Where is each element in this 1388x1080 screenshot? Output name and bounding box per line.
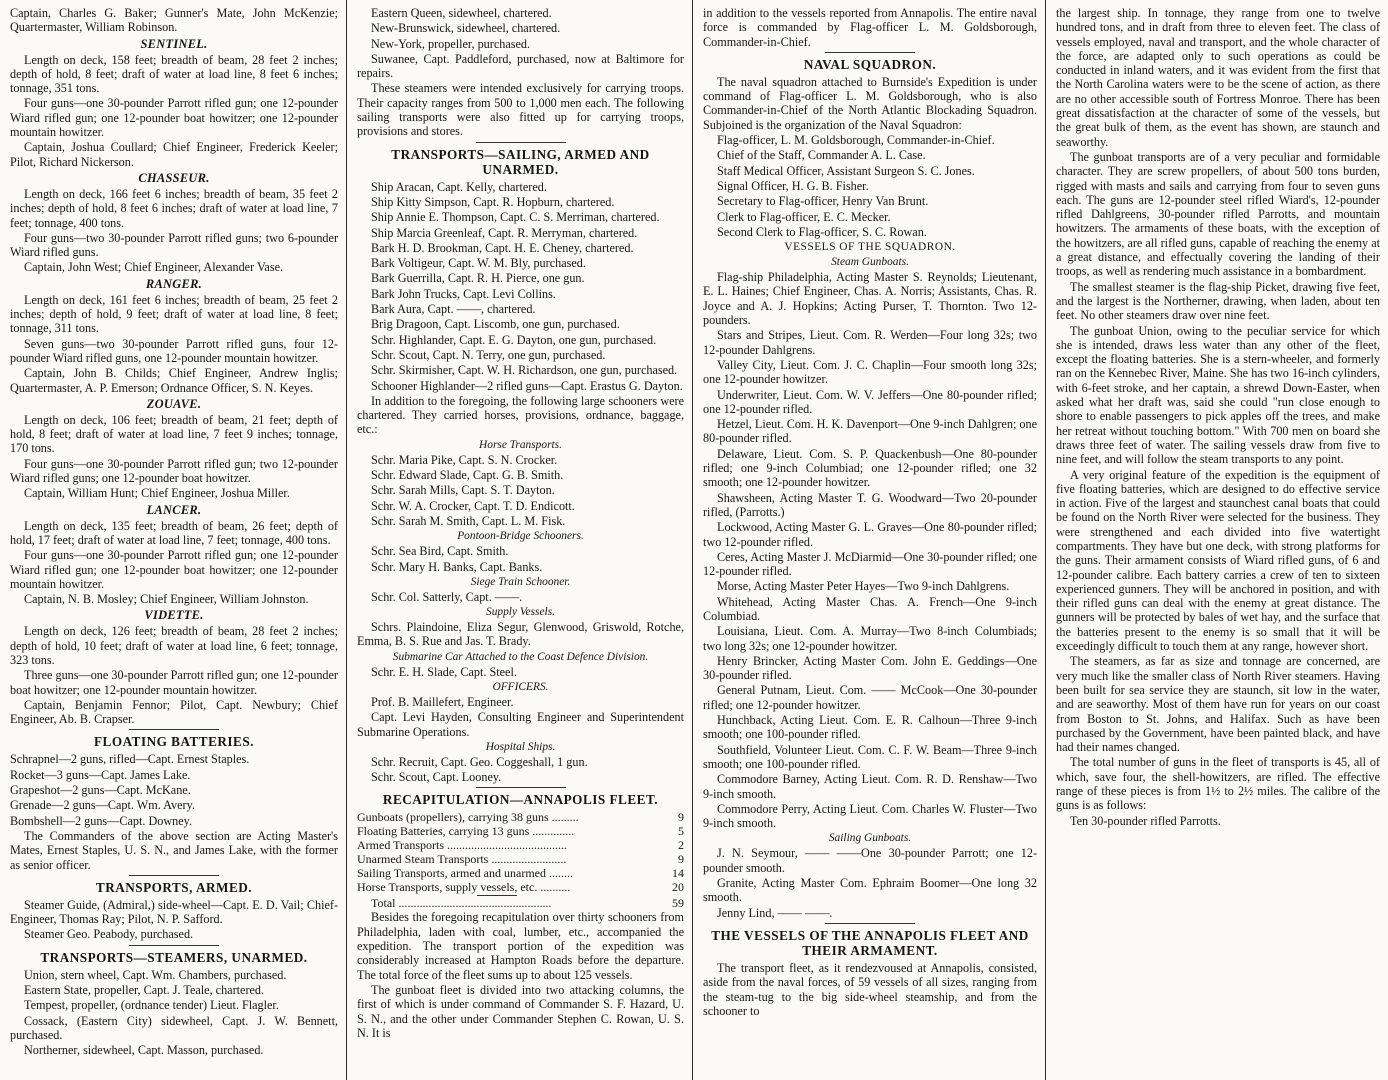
siege-list <box>357 590 684 604</box>
recap-value: 5 <box>678 824 684 839</box>
steamer-new-york: New-York, propeller, purchased. <box>371 36 531 51</box>
staff-list <box>703 133 1037 239</box>
sailing-transport-item: Schr. Highlander, Capt. E. G. Dayton, one gun, purchased. <box>371 332 657 347</box>
horse-transports-heading: Horse Transports. <box>479 438 562 451</box>
sailing-transport-item: Schr. Skirmisher, Capt. W. H. Richardson, one gun, purchased. <box>371 363 678 378</box>
staff-item: Clerk to Flag-officer, E. C. Mecker. <box>717 209 891 224</box>
steam-gunboat-item: Underwriter, Lieut. Com. W. V. Jeffers—One 80-pounder rifled; one 12-pounder rifled. <box>703 387 1037 416</box>
recap-row <box>357 838 684 852</box>
sailing-gunboats-heading: Sailing Gunboats. <box>828 832 912 845</box>
recap-besides-text: Besides the foregoing recapitulation over thirty schooners from Philadelphia, laden with coal, lumber, etc., accompanied the expedition. The transport portion of the expedition was considerably increased at Hampton Roads before the departure. The total force of the fleet sums up to about 125 vessels. <box>357 910 684 982</box>
total-guns-text: The total number of guns in the fleet of transports is 45, all of which, save four, the shell-howitzers, are rifled. The effective range of these pieces is from 1½ to 2½ miles. The calibre of the guns is as follows: <box>1056 755 1380 813</box>
recap-value: 9 <box>678 810 684 825</box>
recap-value: 20 <box>672 880 684 895</box>
column-1 <box>0 0 346 1080</box>
hospital-list <box>357 755 684 785</box>
annapolis-vessels-heading: THE VESSELS OF THE ANNAPOLIS FLEET AND THEIR ARMAMENT. <box>711 927 1029 958</box>
floating-batteries-note: The Commanders of the above section are Acting Master's Mates, Ernest Staples, U. S. N., and James Lake, with the former as senior officer. <box>10 828 338 872</box>
transports-unarmed-heading: TRANSPORTS—STEAMERS, UNARMED. <box>40 949 308 965</box>
column-2 <box>347 0 692 1080</box>
tonnage-text: the largest ship. In tonnage, they range from one to twelve hundred tons, and in draft from three to eleven feet. The class of vessels employed, naval and transport, and the whole character of the force, are adapted only to such operations as could be conducted in inland waters, and it was evident from the first that the North Carolina waters were to be the scene of action, as there are no other accessible south of Fortress Monroe. There has been great dissatisfaction at the character of some of the vessels, but the great bulk of them, as the event has shown, are staunch and seaworthy. <box>1056 6 1380 149</box>
divider <box>129 945 219 946</box>
unarmed-eastern-state: Eastern State, propeller, Capt. J. Teale, chartered. <box>24 983 265 998</box>
horse-transports-list <box>357 453 684 528</box>
unarmed-northerner: Northerner, sidewheel, Capt. Masson, purchased. <box>24 1043 264 1058</box>
steam-gunboat-item: Shawsheen, Acting Master T. G. Woodward—Two 20-pounder rifled, (Parrotts.) <box>703 490 1037 519</box>
column-4 <box>1046 0 1388 1080</box>
sailing-transport-item: Brig Dragoon, Capt. Liscomb, one gun, purchased. <box>371 317 620 332</box>
horse-transport-item: Schr. W. A. Crocker, Capt. T. D. Endicott. <box>371 498 575 513</box>
hospital-heading: Hospital Ships. <box>485 740 556 753</box>
vessels-heading: VESSELS OF THE SQUADRON. <box>784 241 956 254</box>
recap-label: Horse Transports, supply vessels, etc. .......... <box>357 880 571 895</box>
steam-gunboats-list <box>703 270 1037 830</box>
zouave-dimensions: Length on deck, 106 feet; breadth of beam, 21 feet; depth of hold, 8 feet; draft of water at load line, 7 feet 9 inches; tonnage, 170 tons. <box>10 412 338 456</box>
divider <box>825 52 915 53</box>
steam-gunboat-item: Lockwood, Acting Master G. L. Graves—One 80-pounder rifled; two 12-pounder rifled. <box>703 520 1037 549</box>
lancer-guns: Four guns—one 30-pounder Parrott rifled gun; one 12-pounder Wiard rifled gun; one 12-pounder boat howitzer; one 12-pounder mountain howitzer. <box>10 548 338 591</box>
transports-armed-peabody: Steamer Geo. Peabody, purchased. <box>24 927 194 942</box>
sailing-transports-list <box>357 180 684 393</box>
steam-gunboat-item: Valley City, Lieut. Com. J. C. Chaplin—Four smooth long 32s; one 12-pounder howitzer. <box>703 357 1037 387</box>
steam-gunboat-item: Henry Brincker, Acting Master Com. John E. Geddings—One 30-pounder rifled. <box>703 653 1037 683</box>
chasseur-officers: Captain, John West; Chief Engineer, Alexander Vase. <box>24 260 284 275</box>
sentinel-dimensions: Length on deck, 158 feet; breadth of beam, 28 feet 2 inches; depth of hold, 8 feet; draft of water at load line, 8 feet 6 inches; tonnage, 351 tons. <box>10 52 338 96</box>
hospital-ship-item: Schr. Scout, Capt. Looney. <box>371 770 502 785</box>
naval-force-text: in addition to the vessels reported from Annapolis. The entire naval force is commanded by Flag-officer L. M. Goldsborough, Commander-in-Chief. <box>703 6 1037 49</box>
officers-list <box>357 695 684 739</box>
recap-label: Sailing Transports, armed and unarmed ........ <box>357 866 573 881</box>
floating-batteries-heading: FLOATING BATTERIES. <box>94 734 254 750</box>
sailing-gunboat-item: Jenny Lind, —— ——. <box>717 905 833 920</box>
floating-battery-item: Bombshell—2 guns—Capt. Downey. <box>10 813 193 828</box>
sailing-transport-item: Bark H. D. Brookman, Capt. H. E. Cheney, chartered. <box>371 240 634 255</box>
staff-item: Staff Medical Officer, Assistant Surgeon S. C. Jones. <box>717 163 975 178</box>
sentinel-guns: Four guns—one 30-pounder Parrott rifled gun; one 12-pounder Wiard rifled gun; one 12-pounder boat howitzer; one 12-pounder mountain howitzer. <box>10 96 338 140</box>
vidette-guns: Three guns—one 30-pounder Parrott rifled gun; one 12-pounder boat howitzer; one 12-pounder mountain howitzer. <box>10 668 338 697</box>
parrotts-text: Ten 30-pounder rifled Parrotts. <box>1070 813 1221 828</box>
steam-gunboat-item: Stars and Stripes, Lieut. Com. R. Werden—Four long 32s; two 12-pounder Dahlgrens. <box>703 328 1037 357</box>
recap-row <box>357 880 684 894</box>
sailing-transport-item: Ship Marcia Greenleaf, Capt. R. Merryman, chartered. <box>371 225 638 240</box>
sailing-transport-item: Bark Aura, Capt. ——, chartered. <box>371 302 536 317</box>
sentinel-officers: Captain, Joshua Coullard; Chief Engineer, Frederick Keeler; Pilot, Richard Nickerson. <box>10 140 338 169</box>
sailing-transport-item: Bark John Trucks, Capt. Levi Collins. <box>371 286 556 301</box>
recap-label: Armed Transports ........................................ <box>357 838 568 853</box>
divider <box>476 142 566 143</box>
steam-gunboat-item: Commodore Perry, Acting Lieut. Com. Charles W. Fluster—Two 9-inch smooth. <box>703 801 1037 831</box>
unarmed-union: Union, stern wheel, Capt. Wm. Chambers, purchased. <box>24 967 287 982</box>
sailing-transport-item: Bark Voltigeur, Capt. W. M. Bly, purchased. <box>371 256 586 271</box>
vidette-dimensions: Length on deck, 126 feet; breadth of beam, 28 feet 2 inches; depth of hold, 10 feet; draft of water at load line, 6 feet; tonnage, 323 tons. <box>10 624 338 667</box>
sailing-gunboats-list <box>703 846 1037 919</box>
recap-value: 2 <box>678 838 684 853</box>
floating-battery-item: Grapeshot—2 guns—Capt. McKane. <box>10 783 191 798</box>
sailing-transport-item: Schr. Scout, Capt. N. Terry, one gun, purchased. <box>371 347 606 362</box>
floating-battery-item: Schrapnel—2 guns, rifled—Capt. Ernest Staples. <box>10 752 250 767</box>
sentinel-heading: SENTINEL. <box>140 36 208 51</box>
steam-gunboat-item: Ceres, Acting Master J. McDiarmid—One 30-pounder rifled; one 12-pounder rifled. <box>703 549 1037 579</box>
vidette-heading: VIDETTE. <box>144 608 204 623</box>
recap-label: Unarmed Steam Transports ......................... <box>357 852 567 867</box>
staff-item: Chief of the Staff, Commander A. L. Case. <box>717 148 926 163</box>
recapitulation-table <box>357 810 684 894</box>
officer-item: Capt. Levi Hayden, Consulting Engineer and Superintendent Submarine Operations. <box>357 710 684 739</box>
steamer-eastern-queen: Eastern Queen, sidewheel, chartered. <box>371 6 552 20</box>
transports-armed-heading: TRANSPORTS, ARMED. <box>95 879 253 895</box>
col1-crew-text: Captain, Charles G. Baker; Gunner's Mate, John McKenzie; Quartermaster, William Robinson. <box>10 6 338 35</box>
column-3 <box>693 0 1045 1080</box>
recap-row <box>357 810 684 824</box>
staff-item: Flag-officer, L. M. Goldsborough, Commander-in-Chief. <box>717 133 995 148</box>
steam-gunboat-item: Commodore Barney, Acting Lieut. Com. R. D. Renshaw—Two 9-inch smooth. <box>703 772 1037 801</box>
divider <box>476 787 566 788</box>
pontoon-list <box>357 544 684 574</box>
steam-gunboat-item: Hetzel, Lieut. Com. H. K. Davenport—One 9-inch Dahlgren; one 80-pounder rifled. <box>703 417 1037 446</box>
horse-transport-item: Schr. Maria Pike, Capt. S. N. Crocker. <box>371 452 558 467</box>
steam-gunboat-item: Whitehead, Acting Master Chas. A. French—One 9-inch Columbiad. <box>703 594 1037 623</box>
supply-heading: Supply Vessels. <box>486 606 555 619</box>
unarmed-tempest: Tempest, propeller, (ordnance tender) Lieut. Flagler. <box>24 998 279 1013</box>
large-schooners-text: In addition to the foregoing, the following large schooners were chartered. They carried horses, provisions, ordnance, baggage, etc.: <box>357 393 684 437</box>
sailing-gunboat-item: Granite, Acting Master Com. Ephraim Boomer—One long 32 smooth. <box>703 876 1037 905</box>
steam-gunboat-item: General Putnam, Lieut. Com. —— McCook—One 30-pounder rifled; one 12-pounder howitzer. <box>703 683 1037 712</box>
zouave-heading: ZOUAVE. <box>146 396 202 411</box>
supply-vessels-text: Schrs. Plaindoine, Eliza Segur, Glenwood, Griswold, Rotche, Emma, B. S. Rue and Jas. T. Brady. <box>357 620 684 649</box>
horse-transport-item: Schr. Sarah Mills, Capt. S. T. Dayton. <box>371 483 555 498</box>
floating-battery-item: Rocket—3 guns—Capt. James Lake. <box>10 767 191 782</box>
ranger-guns: Seven guns—two 30-pounder Parrott rifled guns, four 12-pounder Wiard rifled guns, one 12-pounder mountain howitzer. <box>10 336 338 365</box>
staff-item: Secretary to Flag-officer, Henry Van Brunt. <box>717 194 929 209</box>
lancer-heading: LANCER. <box>146 502 202 517</box>
lancer-dimensions: Length on deck, 135 feet; breadth of beam, 26 feet; depth of hold, 17 feet; draft of water at load line, 7 feet; tonnage, 400 tons. <box>10 518 338 547</box>
lancer-officers: Captain, N. B. Mosley; Chief Engineer, William Johnston. <box>24 592 309 607</box>
chasseur-guns: Four guns—two 30-pounder Parrott rifled guns; two 6-pounder Wiard rifled guns. <box>10 230 338 260</box>
steam-gunboat-item: Flag-ship Philadelphia, Acting Master S. Reynolds; Lieutenant, E. L. Haines; Chief Engineer, Chas. A. Norris; Assistants, Chas. R. Joyce and A. J. Hopkins; Acting Purser, T. Thornton. Two 12-pounders. <box>703 270 1037 328</box>
floating-batteries-feature-text: A very original feature of the expedition is the equipment of five floating batteries, which are designed to do effective service in action. Five of the largest and staunchest canal boats that could be found on the North River were selected for the business. They were strengthened and each divided into five watertight compartments. They have but one deck, with strong platforms for the guns. Their armament consists of Wiard rifled guns, of 6 and 12-pounder calibre. Each battery carries a crew of ten to sixteen experienced gunners. They will be anchored in position, and with their rifled guns can deal with the enemy at great distance. The gunners will be protected by bales of wet hay, and the surface that the batteries present to the enemy is so small that it will be exceedingly difficult to touch them at any range, however short. <box>1056 467 1380 654</box>
recap-label: Gunboats (propellers), carrying 38 guns ......... <box>357 810 579 825</box>
unarmed-cossack: Cossack, (Eastern City) sidewheel, Capt. J. W. Bennett, purchased. <box>10 1013 338 1042</box>
recap-label: Floating Batteries, carrying 13 guns .............. <box>357 824 575 839</box>
chasseur-dimensions: Length on deck, 166 feet 6 inches; breadth of beam, 35 feet 2 inches; depth of hold, 8 feet 6 inches; draft of water at load line, 7 feet; tonnage, 400 tons. <box>10 186 338 230</box>
transports-sailing-heading: TRANSPORTS—SAILING, ARMED AND UNARMED. <box>391 146 650 177</box>
steam-gunboat-item: Louisiana, Lieut. Com. A. Murray—Two 8-inch Columbiads; two long 32s; one 12-pounder howitzer. <box>703 624 1037 653</box>
recap-value: 14 <box>672 866 684 881</box>
siege-item: Schr. Col. Satterly, Capt. ——. <box>371 589 523 604</box>
steamer-new-brunswick: New-Brunswick, sidewheel, chartered. <box>371 21 561 36</box>
staff-item: Second Clerk to Flag-officer, S. C. Rowan. <box>717 224 927 239</box>
transports-armed-guide: Steamer Guide, (Admiral,) side-wheel—Capt. E. D. Vail; Chief-Engineer, Thomas Ray; Pilot, N. P. Safford. <box>10 897 338 927</box>
sailing-transport-item: Bark Guerrilla, Capt. R. H. Pierce, one gun. <box>371 271 585 286</box>
recap-value: 9 <box>678 852 684 867</box>
pontoon-item: Schr. Mary H. Banks, Capt. Banks. <box>371 559 543 574</box>
recap-row <box>357 824 684 838</box>
horse-transport-item: Schr. Edward Slade, Capt. G. B. Smith. <box>371 468 564 483</box>
recapitulation-heading: RECAPITULATION—ANNAPOLIS FLEET. <box>382 792 659 808</box>
sailing-transport-item: Ship Kitty Simpson, Capt. R. Hopburn, chartered. <box>371 194 615 209</box>
naval-squadron-heading: NAVAL SQUADRON. <box>803 56 937 72</box>
steam-gunboat-item: Delaware, Lieut. Com. S. P. Quackenbush—One 80-pounder rifled; one 9-inch Columbiad; one 12-pounder rifled; one 32 smooth; one 12-pounder howitzer. <box>703 446 1037 490</box>
vidette-officers: Captain, Benjamin Fennor; Pilot, Capt. Newbury; Chief Engineer, Ab. B. Crapser. <box>10 697 338 727</box>
submarine-list <box>357 665 684 679</box>
sailing-transport-item: Schooner Highlander—2 rifled guns—Capt. Erastus G. Dayton. <box>371 378 683 393</box>
steam-gunboat-item: Southfield, Volunteer Lieut. Com. C. F. W. Beam—Three 9-inch smooth; one 100-pounder rifled. <box>703 742 1037 771</box>
steamers-capacity-text: These steamers were intended exclusively for carrying troops. Their capacity ranges from 500 to 1,000 men each. The following sailing transports were also fitted up for carrying troops, provisions and stores. <box>357 81 684 139</box>
zouave-guns: Four guns—one 30-pounder Parrott rifled gun; two 12-pounder Wiard rifled guns; one 12-pounder boat howitzer. <box>10 456 338 486</box>
steam-gunboat-item: Morse, Acting Master Peter Hayes—Two 9-inch Dahlgrens. <box>717 579 1010 594</box>
naval-squadron-text: The naval squadron attached to Burnside's Expedition is under command of Flag-officer L. M. Goldsborough, who is also Commander-in-Chief of the North Atlantic Blockading Squadron. Subjoined is the organization of the Naval Squadron: <box>703 74 1037 132</box>
divider <box>129 729 219 730</box>
ranger-officers: Captain, John B. Childs; Chief Engineer, Andrew Inglis; Quartermaster, A. P. Emerson; Ordnance Officer, S. N. Keyes. <box>10 366 338 395</box>
officer-item: Prof. B. Maillefert, Engineer. <box>371 694 514 709</box>
hospital-ship-item: Schr. Recruit, Capt. Geo. Coggeshall, 1 gun. <box>371 754 588 769</box>
recap-total-value: 59 <box>672 896 684 911</box>
pontoon-item: Schr. Sea Bird, Capt. Smith. <box>371 544 509 559</box>
submarine-heading: Submarine Car Attached to the Coast Defence Division. <box>392 650 649 663</box>
gunboat-union-text: The gunboat Union, owing to the peculiar service for which she is intended, draws less water than any other of the fleet, except the floating batteries. She is a stern-wheeler, and formerly ran on the Kennebec River, Maine. She has two 16-inch cylinders, with 6-feet stroke, and her captain, a shrewd Down-Easter, when asked what her draft was, said she could "run close enough to shore to enable passengers to pick apples off the trees, and make her retreat without touching bottom." With 700 men on board she draws three feet of water. The sailing vessels draw from five to nine feet, and will follow the steam transports to any point. <box>1056 323 1380 467</box>
ranger-heading: RANGER. <box>145 276 203 291</box>
steam-gunboats-heading: Steam Gunboats. <box>831 256 909 269</box>
gunboat-transports-text: The gunboat transports are of a very peculiar and formidable character. They are screw propellers, of about 500 tons burden, rigged with masts and sails and carrying from four to seven guns each. The guns are 12-pounder steel rifled Wiard's, 12-pounder rifled Dahlgreens, 30-pounder rifled Parrotts, and mountain howitzers. The armaments of these boats, with the exception of the howitzers, are all rifled guns, capable of reaching the enemy at a great distance, and effectually covering the landing of their troops, as well as rendering much assistance in a bombardment. <box>1056 149 1380 279</box>
sailing-transport-item: Ship Aracan, Capt. Kelly, chartered. <box>371 179 547 194</box>
recap-row <box>357 852 684 866</box>
floating-batteries-list <box>10 752 338 827</box>
siege-heading: Siege Train Schooner. <box>470 575 571 588</box>
ranger-dimensions: Length on deck, 161 feet 6 inches; breadth of beam, 25 feet 2 inches; depth of hold, 9 feet; draft of water at load line, 8 feet; tonnage, 311 tons. <box>10 292 338 336</box>
floating-battery-item: Grenade—2 guns—Capt. Wm. Avery. <box>10 798 195 813</box>
staff-item: Signal Officer, H. G. B. Fisher. <box>717 178 869 193</box>
horse-transport-item: Schr. Sarah M. Smith, Capt. L. M. Fisk. <box>371 513 566 528</box>
chasseur-heading: CHASSEUR. <box>138 170 210 185</box>
sailing-gunboat-item: J. N. Seymour, —— ——One 30-pounder Parrott; one 12-pounder smooth. <box>703 846 1037 875</box>
submarine-item: Schr. E. H. Slade, Capt. Steel. <box>371 664 517 679</box>
recap-total-label: Total ................................................... <box>371 896 552 911</box>
officers-heading: OFFICERS. <box>492 680 549 693</box>
steamers-size-text: The steamers, as far as size and tonnage are concerned, are very much like the smaller class of North River steamers. Having been built for sea service they are staunch, sit low in the water, and are seaworthy. Most of them have run for years on our coast from Boston to St. Johns, and Halifax. Such as have been purchased by the Government, have been painted black, and have had their names changed. <box>1056 654 1380 755</box>
divider <box>825 923 915 924</box>
recap-row <box>357 866 684 880</box>
divider <box>129 875 219 876</box>
smallest-steamer-text: The smallest steamer is the flag-ship Picket, drawing five feet, and the largest is the Northerner, drawing, when laden, about ten feet. No other steamers draw over nine feet. <box>1056 279 1380 323</box>
recap-total-row <box>357 896 684 910</box>
pontoon-heading: Pontoon-Bridge Schooners. <box>457 530 584 543</box>
gunboat-fleet-text: The gunboat fleet is divided into two attacking columns, the first of which is under command of Commander S. F. Hazard, U. S. N., and the other under Commander Stephen C. Rowan, U. S. N. It is <box>357 982 684 1040</box>
sailing-transport-item: Ship Annie E. Thompson, Capt. C. S. Merriman, chartered. <box>371 210 660 225</box>
steam-gunboat-item: Hunchback, Acting Lieut. Com. E. R. Calhoun—Three 9-inch smooth; one 100-pounder rifled. <box>703 713 1037 742</box>
steamer-suwanee: Suwanee, Capt. Paddleford, purchased, now at Baltimore for repairs. <box>357 51 684 81</box>
zouave-officers: Captain, William Hunt; Chief Engineer, Joshua Miller. <box>24 486 290 501</box>
transport-fleet-text: The transport fleet, as it rendezvoused at Annapolis, consisted, aside from the naval forces, of 59 vessels of all sizes, ranging from the steam-tug to the big side-wheel steamship, and from the schooner to <box>703 960 1037 1018</box>
